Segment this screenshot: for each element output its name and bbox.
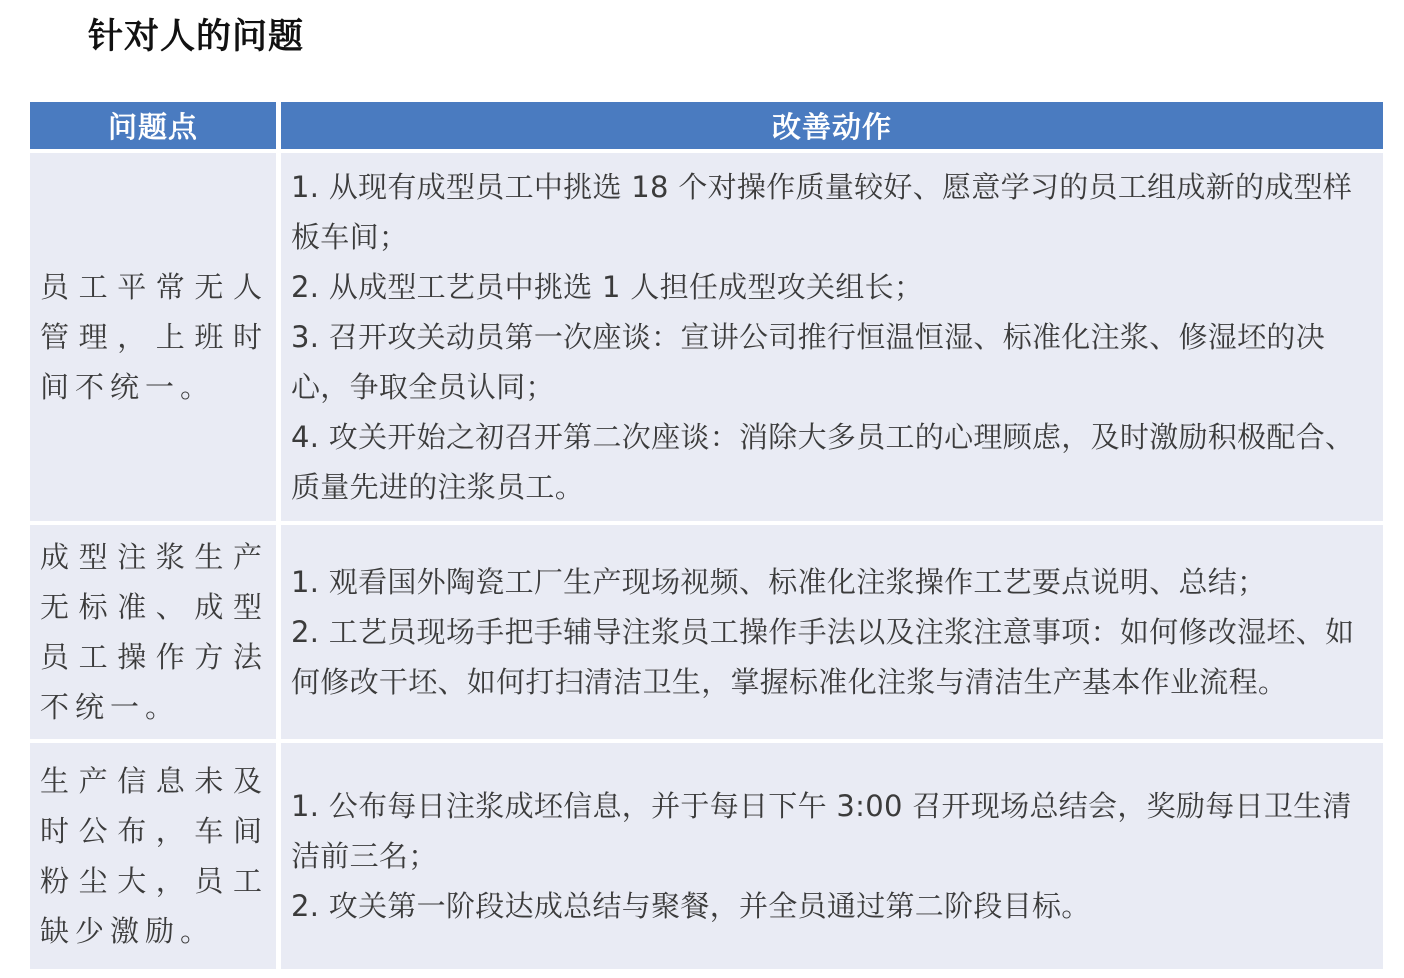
issue-table — [25, 98, 1388, 973]
problem-cell: 员工平常无人管理，上班时间不统一。 — [30, 153, 276, 521]
header-actions: 改善动作 — [281, 102, 1383, 149]
action-item: 3. 召开攻关动员第一次座谈：宣讲公司推行恒温恒湿、标准化注浆、修湿坯的决心，争取全员认同； — [291, 320, 1325, 404]
action-item: 2. 从成型工艺员中挑选 1 人担任成型攻关组长； — [291, 270, 924, 304]
header-problem: 问题点 — [30, 102, 276, 149]
page-title: 针对人的问题 — [88, 17, 305, 57]
action-item: 2. 工艺员现场手把手辅导注浆员工操作手法以及注浆注意事项：如何修改湿坯、如何修改干坯、如何打扫清洁卫生，掌握标准化注浆与清洁生产基本作业流程。 — [291, 615, 1355, 699]
table-row — [30, 153, 1383, 521]
action-item: 1. 从现有成型员工中挑选 18 个对操作质量较好、愿意学习的员工组成新的成型样板车间； — [291, 170, 1353, 254]
table-row — [30, 525, 1383, 739]
action-item: 1. 观看国外陶瓷工厂生产现场视频、标准化注浆操作工艺要点说明、总结； — [291, 565, 1267, 599]
table-row — [30, 743, 1383, 969]
table-header-row — [30, 102, 1383, 149]
actions-cell — [281, 525, 1383, 739]
action-item: 2. 攻关第一阶段达成总结与聚餐，并全员通过第二阶段目标。 — [291, 889, 1091, 923]
action-item: 1. 公布每日注浆成坯信息，并于每日下午 3:00 召开现场总结会，奖励每日卫生清洁前三名； — [291, 789, 1352, 873]
action-item: 4. 攻关开始之初召开第二次座谈：消除大多员工的心理顾虑，及时激励积极配合、质量先进的注浆员工。 — [291, 420, 1355, 504]
actions-cell — [281, 153, 1383, 521]
problem-cell: 生产信息未及时公布，车间粉尘大，员工缺少激励。 — [30, 743, 276, 969]
actions-cell — [281, 743, 1383, 969]
problem-cell: 成型注浆生产无标准、成型员工操作方法不统一。 — [30, 525, 276, 739]
